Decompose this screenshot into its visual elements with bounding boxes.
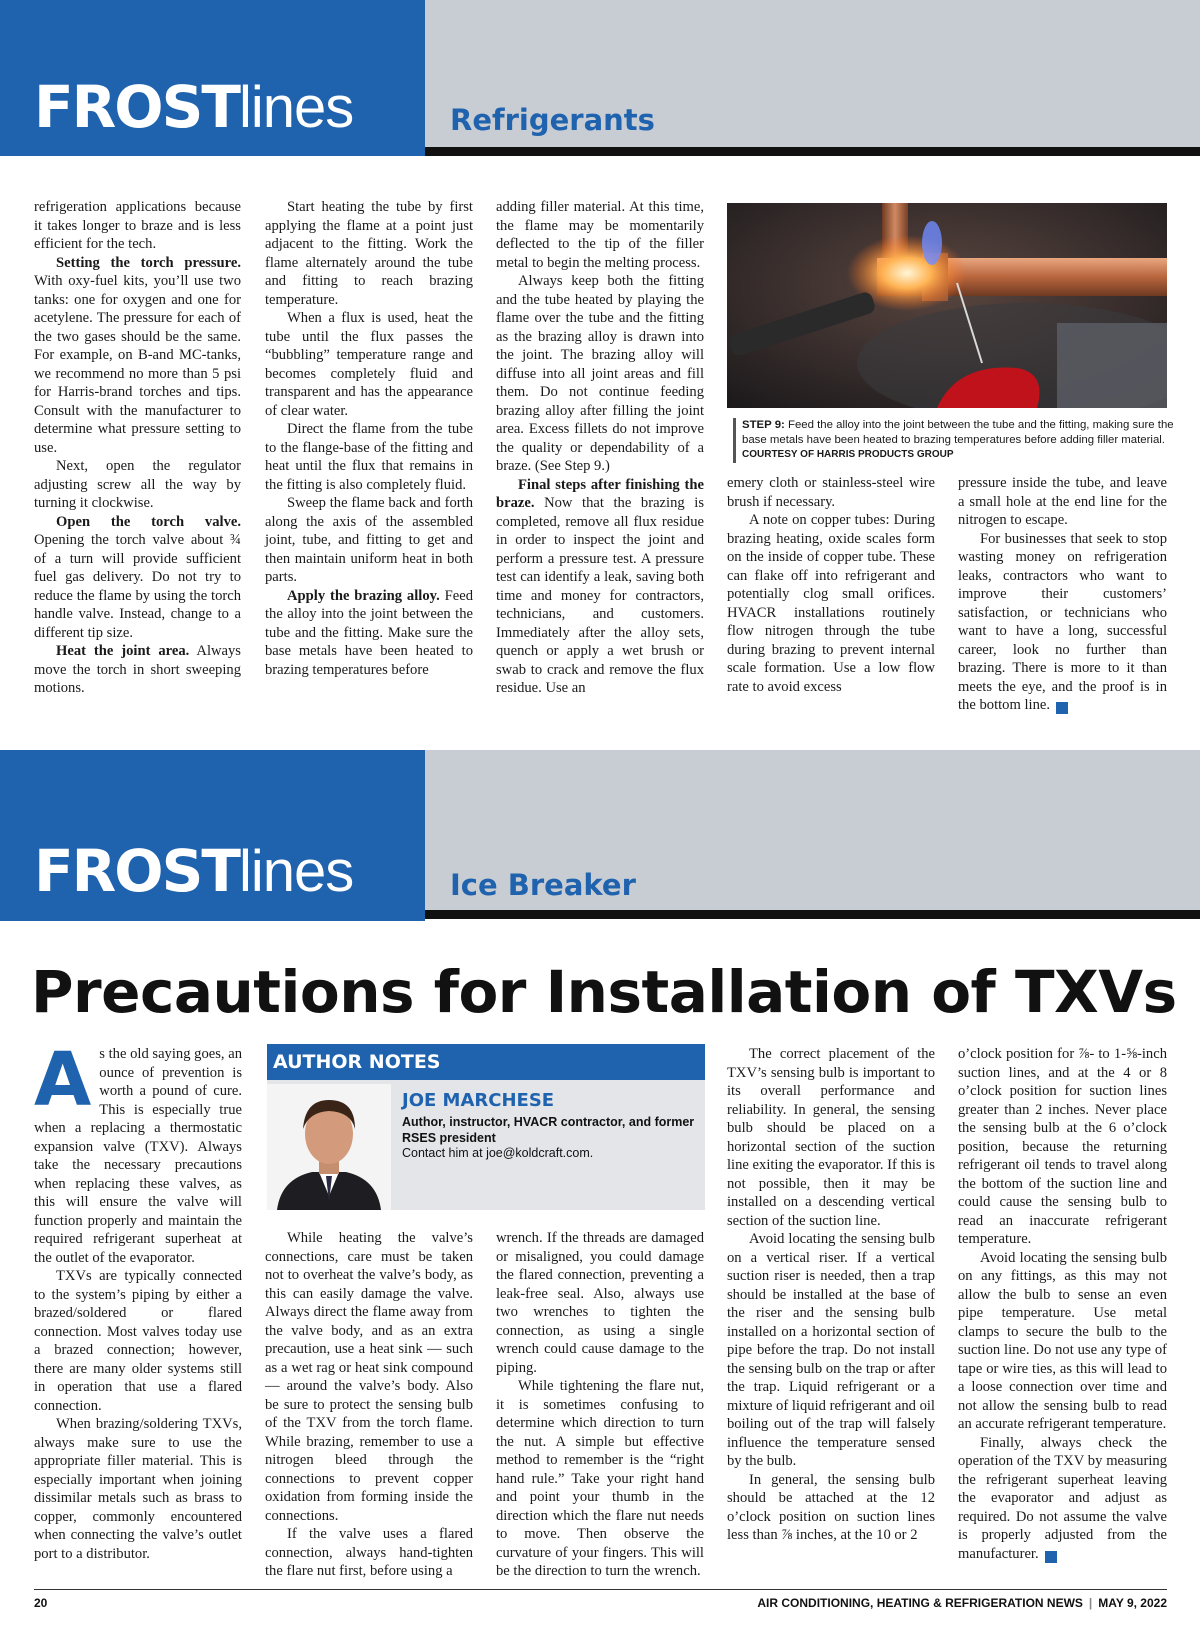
caption-text: Feed the alloy into the joint between the tube and the fitting, making sure the base metals have been heated to brazing temperatures before adding filler material. [742, 419, 1174, 446]
paragraph [727, 1045, 935, 1230]
paragraph [265, 1525, 473, 1581]
paragraph [34, 457, 241, 513]
paragraph [496, 476, 704, 698]
paragraph [265, 420, 473, 494]
paragraph [34, 198, 241, 254]
paragraph-text: Sweep the flame back and forth along the axis of the assembled joint, tube, and fitting to get and then maintain uniform heat in both parts. [265, 495, 473, 585]
paragraph [958, 1045, 1167, 1249]
end-mark-icon: N [1045, 1551, 1057, 1563]
paragraph-text: In general, the sensing bulb should be attached at the 12 o’clock position on suction lines less than ⅞ inches, at the 10 or 2 [727, 1471, 935, 1543]
brazing-photo-illustration [727, 203, 1167, 408]
paragraph-text: When brazing/soldering TXVs, always make sure to use the appropriate filler material. This is especially important when joining dissimilar metals such as brass to copper, commonly encountered when connecting the valve’s outlet port to a distributor. [34, 1416, 242, 1562]
paragraph [958, 530, 1167, 715]
frostlines-logo [34, 837, 354, 905]
end-mark-icon: N [1056, 702, 1068, 714]
paragraph [34, 642, 241, 698]
paragraph-text: Opening the torch valve about ¾ of a turn will provide sufficient fuel gas delivery. Do not try to reduce the flame by using the torch handle valve. Instead, change to a different tip size. [34, 532, 241, 641]
author-notes-header: AUTHOR NOTES [267, 1044, 705, 1080]
paragraph-text: If the valve uses a flared connection, always hand-tighten the flare nut first, before using a [265, 1526, 473, 1579]
paragraph [34, 513, 241, 643]
lead-paragraph [34, 1037, 242, 1267]
lead-paragraph-text: s the old saying goes, an ounce of prevention is worth a pound of cure. This is especially true when a replacing a thermostatic expansion valve (TXV). Always take the necessary precautions when replacing these valves, as this will ensure the valve will function properly and maintain the required refrigerant superheat at the outlet of the evaporator. [34, 1046, 242, 1266]
paragraph [265, 494, 473, 587]
article-headline: Precautions for Installation of TXVs [31, 958, 1177, 1026]
publication-name: AIR CONDITIONING, HEATING & REFRIGERATION NEWS [757, 1596, 1083, 1610]
paragraph [496, 1377, 704, 1581]
paragraph [265, 587, 473, 680]
paragraph [34, 1415, 242, 1563]
paragraph-text: Finally, always check the operation of the TXV by measuring the refrigerant superheat leaving the evaporator and adjust as required. Do not assume the valve is properly adjusted from the manufacturer. [958, 1434, 1167, 1562]
paragraph-text: TXVs are typically connected to the system’s piping by either a brazed/soldered or flared connection. Most valves today use a brazed connection; however, there are many older systems still in operation that use a flared connection. [34, 1268, 242, 1414]
logo-lines: lines [238, 839, 354, 904]
paragraph [727, 511, 935, 696]
paragraph-lead: Setting the torch pressure. [56, 254, 241, 271]
bottom-article-column-1 [34, 1037, 242, 1563]
footer-separator: | [1088, 1596, 1093, 1610]
paragraph-text: pressure inside the tube, and leave a small hole at the end line for the nitrogen to escape. [958, 475, 1167, 528]
paragraph-text: When a flux is used, heat the tube until the flux passes the “bubbling” temperature range and becomes completely fluid and transparent and has the appearance of clear water. [265, 310, 473, 419]
paragraph-text: Avoid locating the sensing bulb on a vertical riser. If a vertical suction riser is needed, then a trap should be installed at the base of the riser and the sensing bulb installed on a horizontal section of pipe before the trap. Do not install the sensing bulb on the trap or after the trap. Liquid refrigerant or a mixture of liquid refrigerant and oil boiling out of the trap will falsely influence the temperature sensed by the bulb. [727, 1231, 935, 1469]
paragraph-text: A note on copper tubes: During brazing heating, oxide scales form on the inside of copper tube. These can flake off into refrigerant and potentially clog small orifices. HVACR installations routinely flow nitrogen through the tube during brazing to prevent internal scale formation. Use a low flow rate to avoid excess [727, 512, 935, 695]
drop-cap: A [34, 1037, 92, 1123]
page-number: 20 [34, 1596, 48, 1610]
paragraph [958, 1434, 1167, 1564]
paragraph-text: o’clock position for ⅞- to 1-⅝-inch suction lines, and at the 4 or 8 o’clock position for suction lines greater than 2 inches. Never place the sensing bulb at the 6 o’clock position, because the returning refrigerant oil tends to travel along the bottom of the suction line and could cause the sensing bulb to read an inaccurate refrigerant temperature. [958, 1046, 1167, 1247]
paragraph-lead: Apply the brazing alloy. [287, 587, 440, 604]
bottom-article-column-2 [265, 1229, 473, 1581]
paragraph-text: Feed the alloy into the joint between the tube and the fitting. Make sure the base metals have been heated to brazing temperatures before [265, 587, 473, 678]
top-article-column-5 [958, 474, 1167, 715]
logo-frost: FROST [34, 73, 239, 141]
caption-credit: COURTESY OF HARRIS PRODUCTS GROUP [742, 449, 954, 460]
paragraph-text: While tightening the flare nut, it is sometimes confusing to determine which direction to turn the nut. A simple but effective method to remember is the “right hand rule.” Take your right hand and point your thumb in the direction which the flare nut needs to move. Then observe the curvature of your fingers. This will be the direction to turn the wrench. [496, 1378, 704, 1579]
paragraph [727, 474, 935, 511]
paragraph [34, 254, 241, 458]
author-contact: Contact him at joe@koldcraft.com. [402, 1146, 594, 1160]
section-name-bottom: Ice Breaker [450, 868, 636, 902]
paragraph-text: The correct placement of the TXV’s sensing bulb is important to its overall performance and reliability. In general, the sensing bulb should be placed on a horizontal section of the suction line exiting the evaporator. If this is not possible, then it may be installed on a descending vertical section of the suction line. [727, 1046, 935, 1229]
paragraph-text: Always move the torch in short sweeping motions. [34, 643, 241, 696]
issue-date: MAY 9, 2022 [1098, 1596, 1167, 1610]
paragraph-lead: Open the torch valve. [56, 513, 241, 530]
author-photo [267, 1084, 391, 1210]
paragraph [958, 474, 1167, 530]
bottom-article-column-4 [727, 1045, 935, 1545]
banner-rule [425, 147, 1200, 156]
paragraph-text: Next, open the regulator adjusting screw all the way by turning it clockwise. [34, 458, 241, 511]
top-article-column-1 [34, 198, 241, 698]
logo-lines: lines [238, 75, 354, 140]
paragraph-text: Always keep both the fitting and the tube heated by playing the flame over the tube and the fitting as the brazing alloy is drawn into the joint. The brazing alloy will diffuse into all joint areas and fill them. Do not continue feeding brazing alloy after filling the joint area. Excess fillets do not improve the quality or dependability of a braze. (See Step 9.) [496, 273, 704, 474]
paragraph [265, 198, 473, 309]
paragraph [34, 1267, 242, 1415]
paragraph-text: emery cloth or stainless-steel wire brush if necessary. [727, 475, 935, 510]
paragraph-text: For businesses that seek to stop wasting money on refrigeration leaks, contractors who want to improve their customers’ satisfaction, or technicians who want to have a long, successful career, look no further than brazing. There is more to it than meets the eye, and the proof is in the bottom line. [958, 530, 1167, 713]
paragraph-lead: Heat the joint area. [56, 643, 190, 659]
footer-publication [757, 1596, 1167, 1610]
paragraph-text: wrench. If the threads are damaged or misaligned, you could damage the flared connection, preventing a leak-free seal. Also, always use two wrenches to tighten the connection, as using a single wrench could cause damage to the piping. [496, 1230, 704, 1376]
bottom-article-column-3 [496, 1229, 704, 1581]
paragraph [496, 1229, 704, 1377]
banner-rule [425, 910, 1200, 919]
frostlines-banner-top [0, 0, 1200, 156]
author-name: JOE MARCHESE [402, 1090, 555, 1111]
paragraph [727, 1471, 935, 1545]
paragraph-text: refrigeration applications because it takes longer to braze and is less efficient for the tech. [34, 199, 241, 252]
author-role: Author, instructor, HVACR contractor, and former RSES president [402, 1115, 695, 1145]
top-article-column-3 [496, 198, 704, 698]
paragraph-text: Avoid locating the sensing bulb on any fittings, as this may not allow the bulb to sense an even pipe temperature. Use metal clamps to secure the bulb to the suction line. Do not use any type of tape or wire ties, as this will lead to a loose connection over time and not allow the sensing bulb to read an accurate refrigerant temperature. [958, 1249, 1167, 1432]
paragraph [496, 272, 704, 476]
brazing-photo [727, 203, 1167, 408]
frostlines-logo [34, 73, 354, 141]
author-notes-box [267, 1044, 705, 1210]
paragraph-text: Start heating the tube by first applying the flame at a point just adjacent to the fitting. Work the flame alternately around the tube and fitting to reach brazing temperature. [265, 199, 473, 308]
bottom-article-column-5 [958, 1045, 1167, 1563]
caption-step: STEP 9: [742, 419, 785, 431]
paragraph-text: Direct the flame from the tube to the flange-base of the fitting and heat until the flux that remains in the fitting is also completely fluid. [265, 421, 473, 493]
paragraph-text: With oxy-fuel kits, you’ll use two tanks: one for oxygen and one for acetylene. The pressure for each of the two gases should be the same. For example, on B-and MC-tanks, we recommend no more than 5 psi for Harris-brand torches and tips. Consult with the manufacturer to determine what pressure setting to use. [34, 273, 241, 456]
frostlines-banner-bottom [0, 750, 1200, 921]
top-article-column-2 [265, 198, 473, 679]
author-portrait-illustration [267, 1084, 391, 1210]
footer-rule [34, 1589, 1167, 1590]
paragraph [265, 309, 473, 420]
paragraph [958, 1249, 1167, 1434]
section-name-top: Refrigerants [450, 103, 655, 137]
paragraph-text: While heating the valve’s connections, care must be taken not to overheat the valve’s body, as this can easily damage the valve. Always direct the flame away from the valve body, and as an extra precaution, use a heat sink — such as a wet rag or heat sink compound — around the valve’s body. Also be sure to protect the sensing bulb of the TXV from the torch flame. While brazing, remember to use a nitrogen bleed through the connections to prevent copper oxidation from forming inside the connections. [265, 1230, 473, 1524]
paragraph [496, 198, 704, 272]
paragraph-lead: Final steps after finishing the braze. [496, 476, 704, 511]
photo-caption [733, 418, 1176, 463]
paragraph-text: Now that the brazing is completed, remove all flux residue in order to inspect the joint and perform a pressure test. A pressure test can identify a leak, saving both time and money for contractors, technicians, and customers. Immediately after the alloy sets, quench or apply a wet brush or swab to crack and remove the flux residue. Use an [496, 495, 704, 696]
logo-frost: FROST [34, 837, 239, 905]
paragraph-text: adding filler material. At this time, the flame may be momentarily deflected to the tip of the filler metal to begin the melting process. [496, 199, 704, 271]
paragraph [265, 1229, 473, 1525]
paragraph [727, 1230, 935, 1471]
top-article-column-4 [727, 474, 935, 696]
